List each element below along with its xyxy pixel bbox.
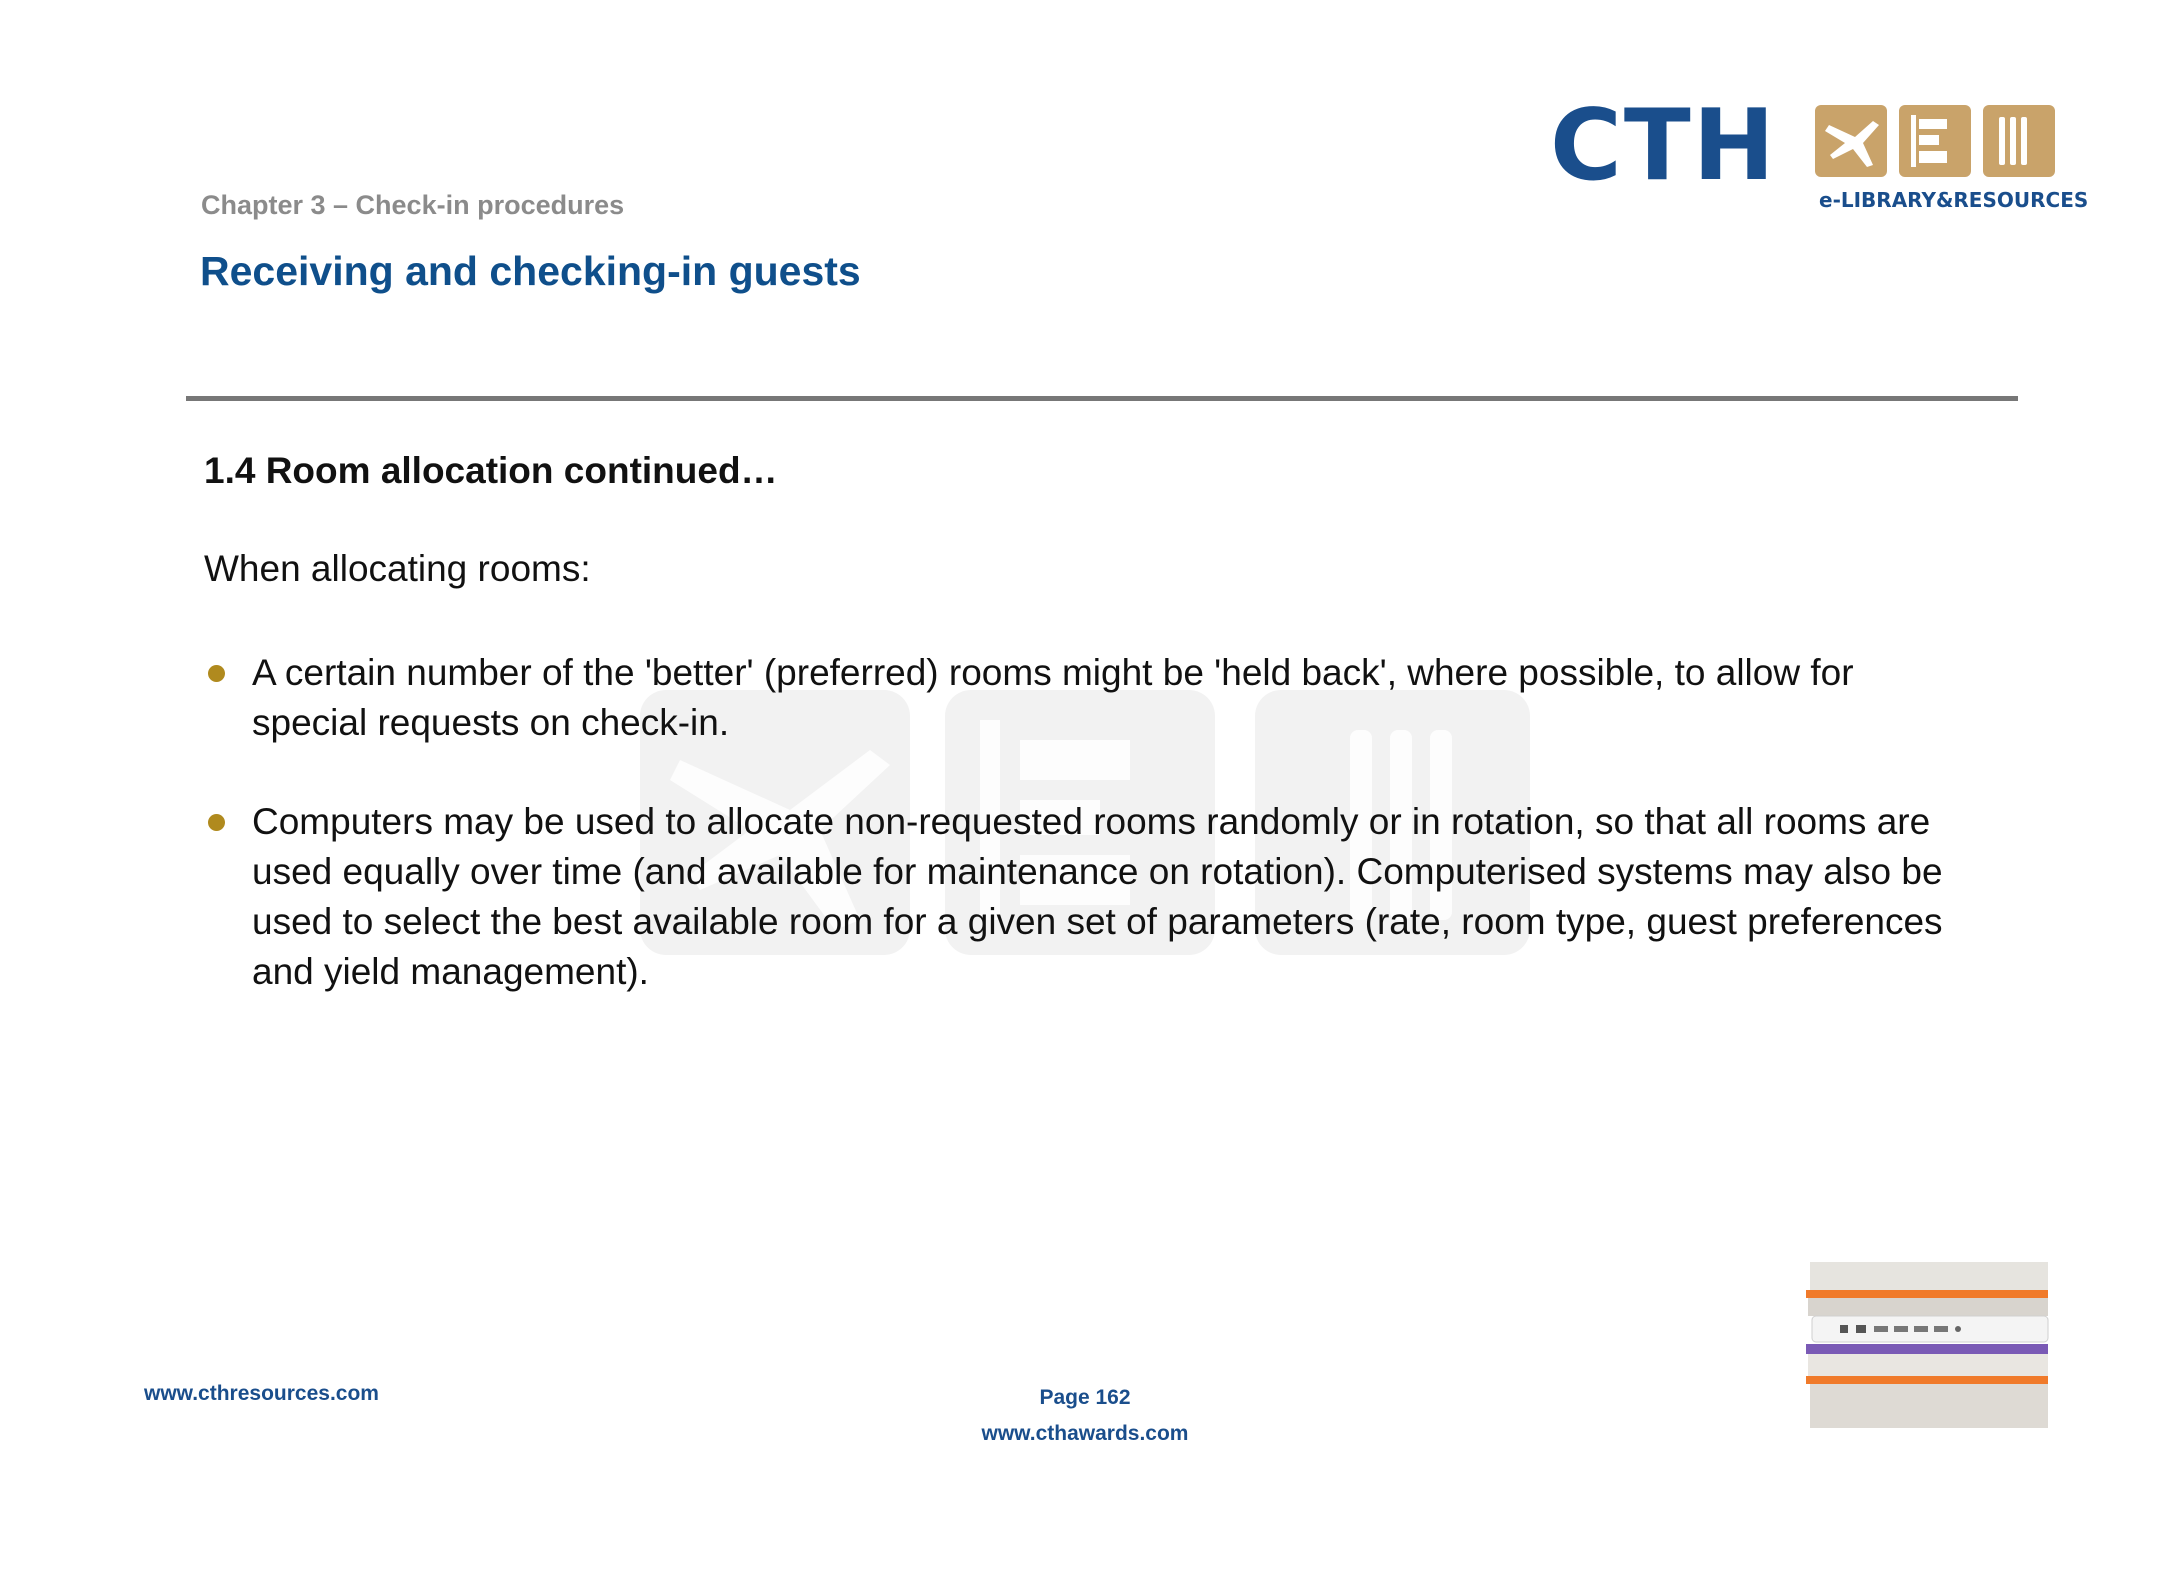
logo-wordmark: CTH [1550,89,1777,203]
section-heading: 1.4 Room allocation continued… [204,450,778,491]
page-number: Page 162 [1039,1386,1131,1409]
bullet-text: Computers may be used to allocate non-requested rooms randomly or in rotation, so that all rooms are used equally over time (and available for maintenance on rotation). Computerised systems may also be used to select the best available room for a given set of parameters (rate, room type, guest preferences and yield management). [252,801,1943,992]
intro-text: When allocating rooms: [204,548,591,589]
bullet-item [204,648,1964,748]
logo-subtitle: e-LIBRARY&RESOURCES [1819,188,2089,212]
footer-resources-link[interactable]: www.cthresources.com [144,1382,379,1405]
page-title: Receiving and checking-in guests [200,248,861,294]
bullet-dot-icon [208,814,225,831]
bullet-dot-icon [208,665,225,682]
logo-tiles-icon [1815,105,2055,177]
footer-awards-link[interactable]: www.cthawards.com [981,1422,1189,1445]
bullet-list [204,648,1964,1046]
bullet-text: A certain number of the 'better' (preferred) rooms might be 'held back', where possible, to allow for special requests on check-in. [252,652,1854,743]
bullet-item [204,797,1964,997]
books-illustration [1800,1262,2048,1432]
cth-logo [1550,89,2089,217]
chapter-label: Chapter 3 – Check-in procedures [201,190,625,220]
header-divider [186,396,2018,401]
